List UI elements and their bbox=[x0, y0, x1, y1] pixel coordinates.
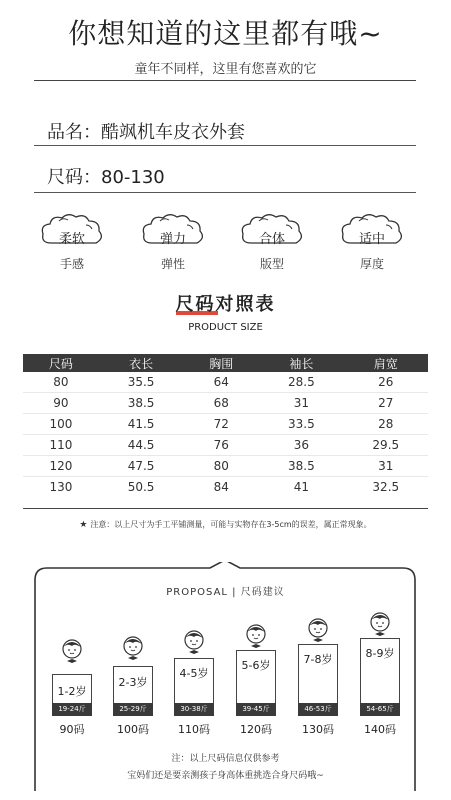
kid-size-label: 120码 bbox=[240, 723, 272, 736]
table-cell: 80 bbox=[183, 456, 259, 477]
kid-size-label: 140码 bbox=[364, 723, 396, 736]
table-row bbox=[23, 435, 428, 456]
kid-weight: 30-38斤 bbox=[174, 703, 214, 716]
feature-sub: 弹性 bbox=[160, 257, 185, 271]
table-cell: 44.5 bbox=[99, 435, 183, 456]
feature-sub: 版型 bbox=[259, 257, 284, 271]
kid-size-label: 110码 bbox=[178, 723, 210, 736]
product-size-value: 80-130 bbox=[101, 167, 165, 188]
kid-size-box bbox=[236, 650, 276, 716]
feature-sub: 厚度 bbox=[359, 257, 384, 271]
kid-size-card bbox=[360, 610, 400, 716]
product-size-row bbox=[47, 163, 165, 189]
kid-weight: 46-53斤 bbox=[298, 703, 338, 716]
table-cell: 100 bbox=[23, 414, 99, 435]
table-cell: 50.5 bbox=[127, 480, 155, 494]
column-header: 肩宽 bbox=[344, 354, 428, 372]
table-cell: 47.5 bbox=[99, 456, 183, 477]
divider bbox=[34, 145, 416, 146]
table-row bbox=[23, 477, 428, 498]
divider bbox=[23, 508, 428, 509]
kid-size-box bbox=[52, 674, 92, 716]
kid-weight: 19-24斤 bbox=[52, 703, 92, 716]
table-cell: 35.5 bbox=[99, 372, 183, 393]
kid-size-box bbox=[174, 658, 214, 716]
kid-size-card bbox=[174, 628, 214, 716]
kid-age: 7-8岁 bbox=[303, 653, 333, 666]
table-header-row bbox=[23, 354, 428, 372]
kid-size-card bbox=[113, 634, 153, 716]
table-row bbox=[23, 372, 428, 393]
table-cell: 38.5 bbox=[99, 393, 183, 414]
kid-size-box bbox=[298, 644, 338, 716]
kid-size-label: 100码 bbox=[117, 723, 149, 736]
kid-size-label: 130码 bbox=[302, 723, 334, 736]
divider bbox=[34, 80, 416, 81]
table-cell: 26 bbox=[344, 372, 428, 393]
size-chart-subtitle: PRODUCT SIZE bbox=[188, 322, 263, 333]
kid-size-card bbox=[52, 637, 92, 716]
table-cell: 31 bbox=[259, 393, 343, 414]
kid-age: 5-6岁 bbox=[241, 659, 271, 672]
table-cell: 76 bbox=[183, 435, 259, 456]
table-cell: 28.5 bbox=[259, 372, 343, 393]
divider bbox=[34, 192, 416, 193]
table-cell: 27 bbox=[344, 393, 428, 414]
feature-label: 合体 bbox=[258, 232, 285, 247]
kid-age: 1-2岁 bbox=[57, 685, 87, 698]
feature-thickness bbox=[332, 211, 412, 272]
product-name-row bbox=[47, 118, 245, 144]
feature-soft bbox=[32, 211, 112, 272]
kid-size-card bbox=[236, 622, 276, 716]
star-icon: ★ bbox=[79, 520, 88, 530]
child-avatar-icon bbox=[306, 616, 330, 646]
column-header: 尺码 bbox=[23, 354, 99, 372]
table-cell: 32.5 bbox=[372, 480, 400, 494]
feature-stretch bbox=[133, 211, 213, 272]
child-avatar-icon bbox=[60, 637, 84, 667]
feature-label: 适中 bbox=[358, 232, 385, 247]
product-name-label: 品名： bbox=[47, 122, 101, 143]
kid-size-card bbox=[298, 616, 338, 716]
child-avatar-icon bbox=[244, 622, 268, 652]
table-cell: 29.5 bbox=[344, 435, 428, 456]
feature-label: 柔软 bbox=[58, 232, 85, 247]
table-row bbox=[23, 414, 428, 435]
kid-age: 2-3岁 bbox=[118, 676, 148, 689]
table-row bbox=[23, 456, 428, 477]
child-avatar-icon bbox=[121, 634, 145, 664]
kid-size-label: 90码 bbox=[59, 723, 85, 736]
table-cell: 41.5 bbox=[99, 414, 183, 435]
child-avatar-icon bbox=[182, 628, 206, 658]
kid-age: 8-9岁 bbox=[365, 647, 395, 660]
size-chart-title: 尺码对照表 bbox=[175, 294, 276, 315]
kid-size-box bbox=[360, 638, 400, 716]
proposal-title: PROPOSAL | 尺码建议 bbox=[166, 587, 285, 598]
page-subtitle: 童年不同样，这里有您喜欢的它 bbox=[134, 62, 317, 77]
table-cell: 28 bbox=[344, 414, 428, 435]
feature-sub: 手感 bbox=[59, 257, 84, 271]
table-cell: 31 bbox=[344, 456, 428, 477]
product-size-label: 尺码： bbox=[47, 167, 101, 188]
product-name-value: 酷飒机车皮衣外套 bbox=[101, 122, 245, 143]
page-title: 你想知道的这里都有哦~ bbox=[68, 17, 383, 50]
measurement-note bbox=[0, 519, 451, 530]
table-cell: 36 bbox=[259, 435, 343, 456]
table-cell: 84 bbox=[213, 480, 229, 494]
table-cell: 41 bbox=[293, 480, 309, 494]
proposal-footnote: 宝妈们还是要亲测孩子身高体重挑选合身尺码哦~ bbox=[127, 771, 324, 781]
table-cell: 72 bbox=[183, 414, 259, 435]
kid-weight: 25-29斤 bbox=[113, 703, 153, 716]
column-header: 胸围 bbox=[183, 354, 259, 372]
kid-weight: 54-65斤 bbox=[360, 703, 400, 716]
note-text: 注意：以上尺寸为手工平铺测量，可能与实物存在3-5cm的误差，属正常现象。 bbox=[90, 520, 372, 529]
table-cell: 33.5 bbox=[259, 414, 343, 435]
column-header: 衣长 bbox=[99, 354, 183, 372]
table-cell: 130 bbox=[49, 480, 73, 494]
table-cell: 80 bbox=[23, 372, 99, 393]
proposal-footnote: 注：以上尺码信息仅供参考 bbox=[171, 754, 280, 764]
feature-fit bbox=[232, 211, 312, 272]
table-cell: 120 bbox=[23, 456, 99, 477]
table-cell: 64 bbox=[183, 372, 259, 393]
child-avatar-icon bbox=[368, 610, 392, 640]
table-cell: 110 bbox=[23, 435, 99, 456]
kid-weight: 39-45斤 bbox=[236, 703, 276, 716]
table-cell: 38.5 bbox=[259, 456, 343, 477]
kid-size-box bbox=[113, 666, 153, 716]
table-row bbox=[23, 393, 428, 414]
size-table bbox=[23, 354, 428, 497]
feature-label: 弹力 bbox=[159, 232, 186, 247]
kid-age: 4-5岁 bbox=[179, 667, 209, 680]
table-cell: 90 bbox=[23, 393, 99, 414]
table-cell: 68 bbox=[183, 393, 259, 414]
column-header: 袖长 bbox=[259, 354, 343, 372]
